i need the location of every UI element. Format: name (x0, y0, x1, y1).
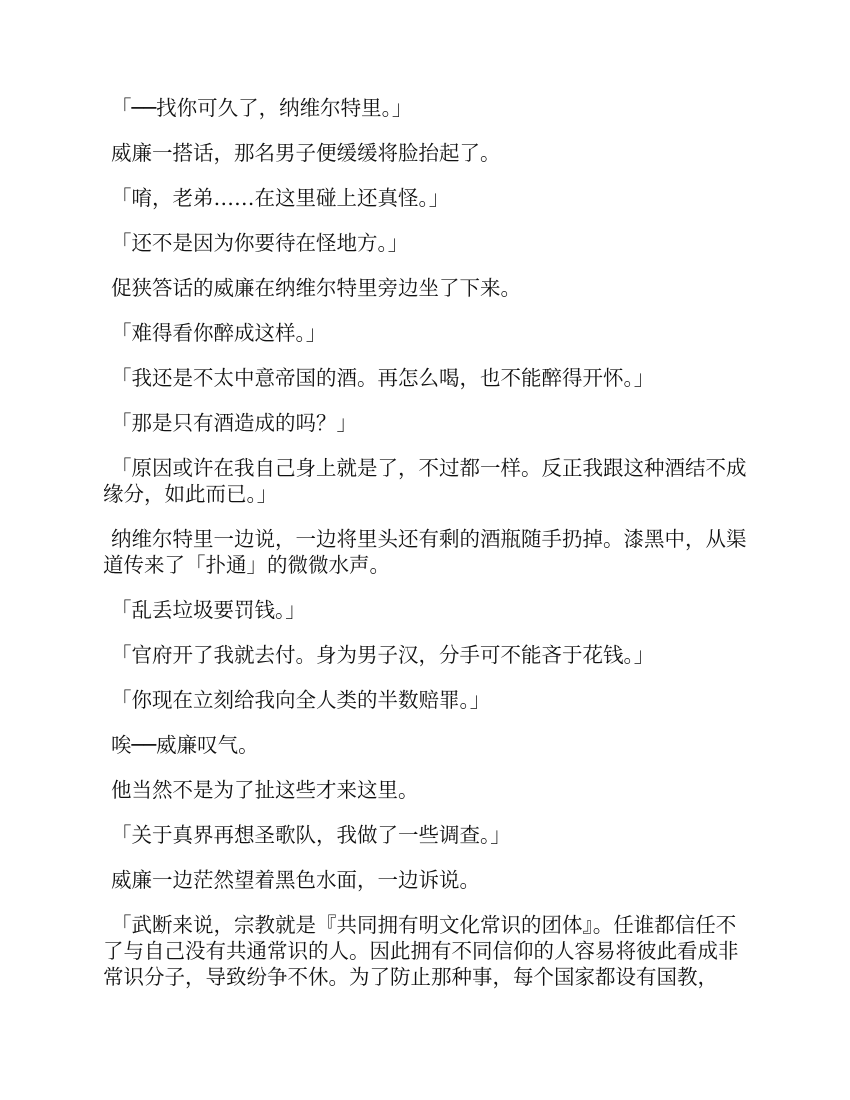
paragraph: 唉──威廉叹气。 (111, 733, 259, 757)
paragraph: 「关于真界再想圣歌队，我做了一些调查。」 (111, 823, 511, 847)
paragraph: 「官府开了我就去付。身为男子汉，分手可不能吝于花钱。」 (111, 643, 655, 667)
paragraph: 威廉一边茫然望着黑色水面，一边诉说。 (111, 868, 480, 892)
paragraph: 「还不是因为你要待在怪地方。」 (111, 231, 409, 255)
paragraph: 「难得看你醉成这样。」 (111, 321, 327, 345)
paragraph: 促狭答话的威廉在纳维尔特里旁边坐了下来。 (111, 276, 521, 300)
paragraph: 纳维尔特里一边说，一边将里头还有剩的酒瓶随手扔掉。漆黑中，从渠道传来了「扑通」的微微水声。 (103, 527, 747, 577)
paragraph: 「乱丢垃圾要罚钱。」 (111, 598, 306, 622)
paragraph: 「你现在立刻给我向全人类的半数赔罪。」 (111, 688, 491, 712)
paragraph: 「──找你可久了，纳维尔特里。」 (111, 96, 413, 120)
paragraph: 「那是只有酒造成的吗？」 (111, 411, 357, 435)
paragraph: 「唷，老弟……在这里碰上还真怪。」 (111, 186, 450, 210)
paragraph: 「武断来说，宗教就是『共同拥有明文化常识的团体』。任谁都信任不了与自己没有共通常识的人。因此拥有不同信仰的人容易将彼此看成非常识分子，导致纷争不休。为了防止那种事，每个国家都设有国教， (103, 913, 739, 989)
paragraph: 「原因或许在我自己身上就是了，不过都一样。反正我跟这种酒结不成缘分，如此而已。」 (103, 456, 747, 506)
paragraph: 「我还是不太中意帝国的酒。再怎么喝，也不能醉得开怀。」 (111, 366, 655, 390)
paragraph: 他当然不是为了扯这些才来这里。 (111, 778, 419, 802)
document-body (103, 95, 751, 1009)
paragraph: 威廉一搭话，那名男子便缓缓将脸抬起了。 (111, 141, 501, 165)
